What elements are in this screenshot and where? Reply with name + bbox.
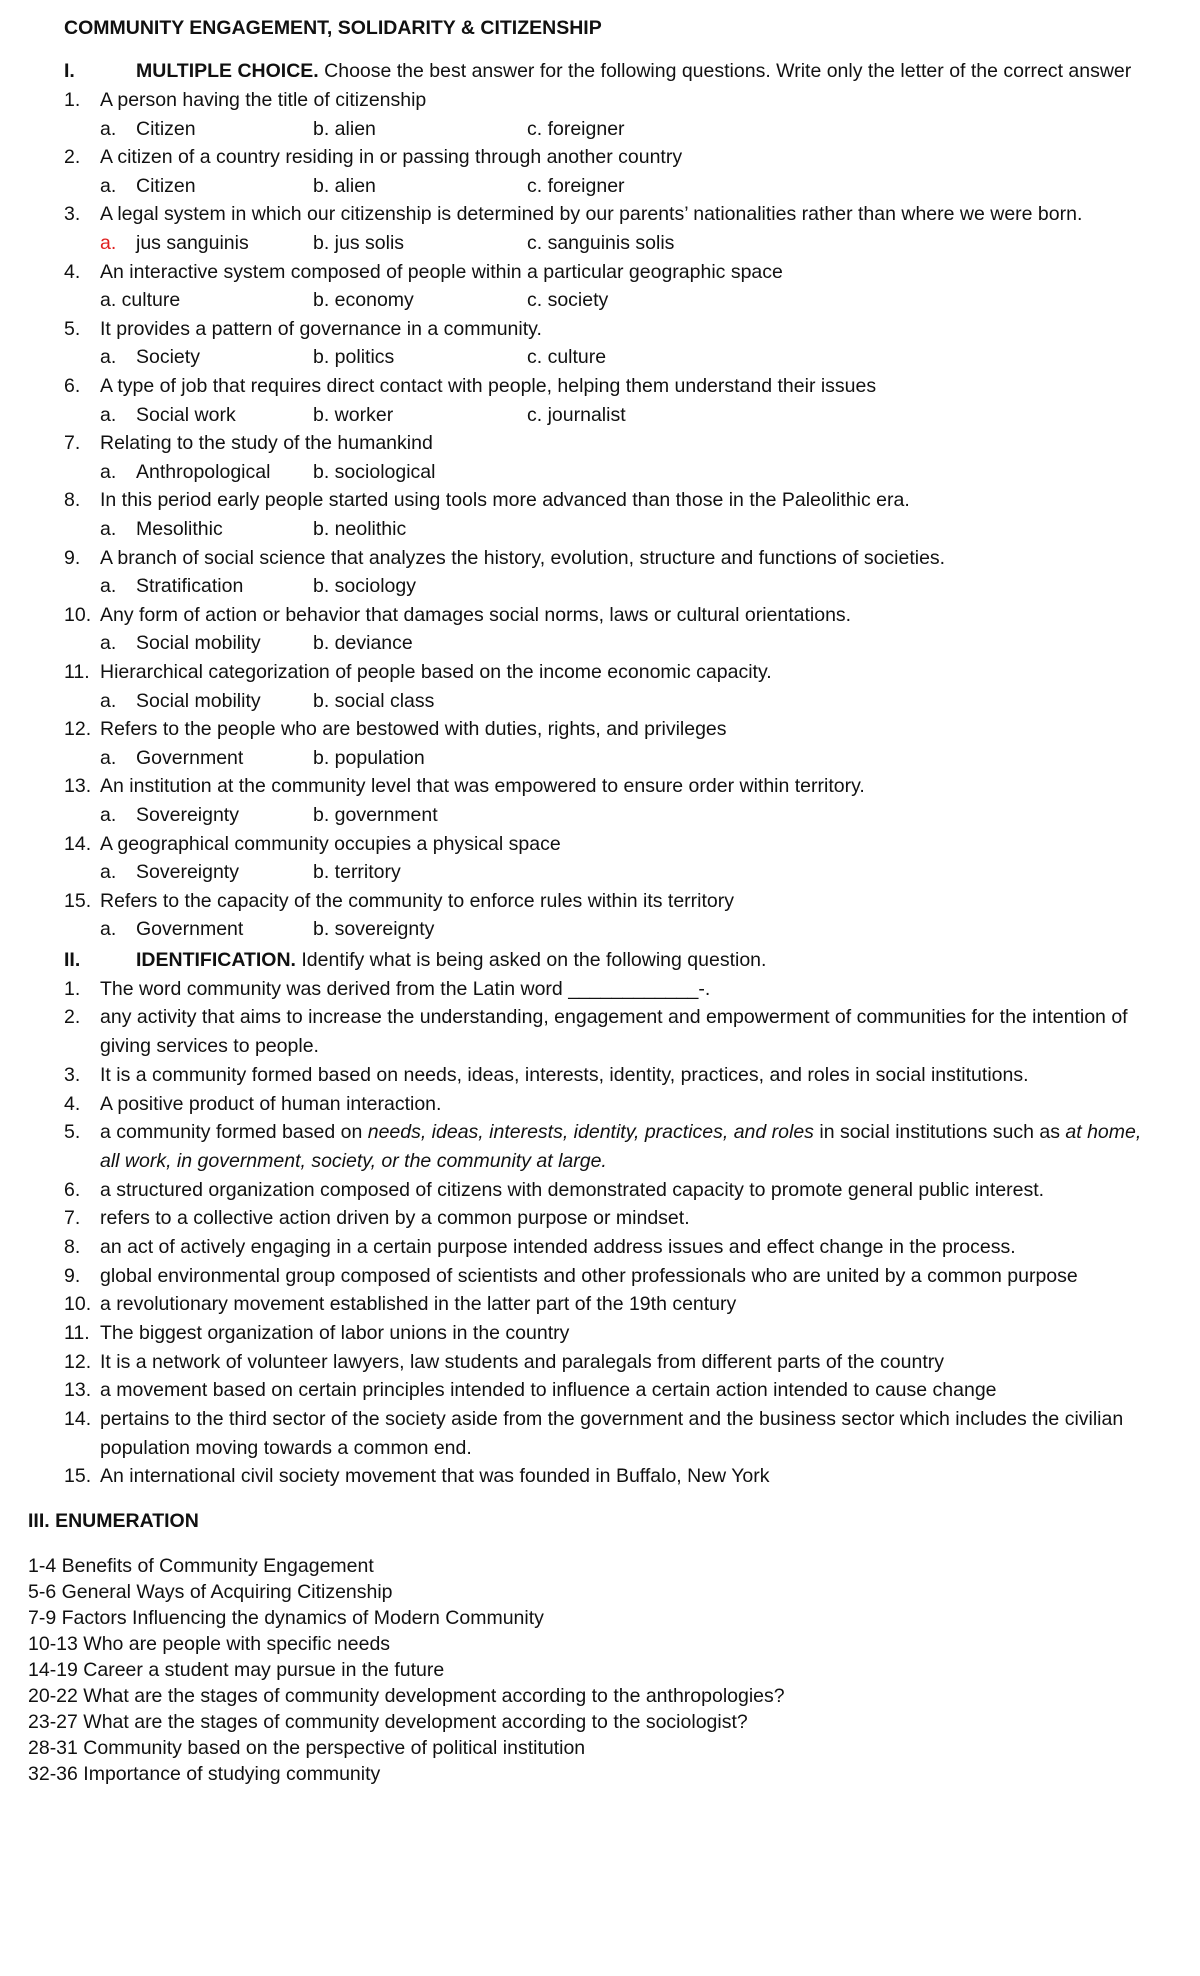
section-2-instruction: Identify what is being asked on the following question. bbox=[295, 949, 767, 971]
mc-question-text: Hierarchical categorization of people based on the income economic capacity. bbox=[100, 661, 772, 683]
mc-question-text: A legal system in which our citizenship is determined by our parents’ nationalities rather than where we were born. bbox=[100, 203, 1083, 226]
mc-question-text: Refers to the people who are bestowed with duties, rights, and privileges bbox=[100, 718, 727, 741]
option-a: a. Citizen bbox=[100, 117, 196, 140]
option-c: c. journalist bbox=[527, 403, 626, 426]
option-a: a. Citizen bbox=[100, 174, 196, 197]
option-b: b. government bbox=[313, 804, 438, 826]
option-b: b. sociology bbox=[313, 575, 416, 598]
option-b: b. population bbox=[313, 746, 425, 769]
mc-question-number: 9. bbox=[64, 546, 81, 569]
mc-question-number: 14. bbox=[64, 832, 92, 855]
option-a: a. Society bbox=[100, 346, 200, 369]
option-a: a. Government bbox=[100, 918, 244, 941]
mc-question-number: 15. bbox=[64, 889, 92, 912]
option-b: b. jus solis bbox=[313, 232, 405, 254]
option-b: b. deviance bbox=[313, 632, 413, 655]
option-c: c. culture bbox=[527, 346, 607, 369]
section-1-title: MULTIPLE CHOICE. bbox=[136, 60, 319, 82]
mc-question-number: 13. bbox=[64, 775, 92, 798]
mc-question-text: A person having the title of citizenship bbox=[100, 89, 427, 111]
mc-question-text: In this period early people started using tools more advanced than those in the Paleolithic era. bbox=[100, 489, 910, 512]
mc-question-number: 8. bbox=[64, 489, 81, 512]
option-b: b. alien bbox=[313, 117, 376, 140]
option-c: c. foreigner bbox=[527, 174, 625, 197]
option-a: a. Social mobility bbox=[100, 689, 261, 712]
option-b: b. economy bbox=[313, 289, 414, 312]
option-b: b. worker bbox=[313, 403, 394, 426]
option-b: b. neolithic bbox=[313, 518, 407, 540]
section-1-numeral: I. bbox=[64, 60, 75, 82]
option-b: b. territory bbox=[313, 861, 401, 884]
option-c: c. sanguinis solis bbox=[527, 232, 675, 254]
mc-question-text: Any form of action or behavior that damages social norms, laws or cultural orientations. bbox=[100, 603, 852, 626]
option-c: c. society bbox=[527, 289, 609, 312]
mc-question-text: A branch of social science that analyzes the history, evolution, structure and functions of societies. bbox=[100, 546, 946, 569]
option-b: b. politics bbox=[313, 346, 395, 369]
option-a: a. jus sanguinis bbox=[100, 232, 249, 254]
section-2-numeral: II. bbox=[64, 949, 81, 971]
mc-question-text: An interactive system composed of people within a particular geographic space bbox=[100, 260, 783, 283]
document-title: COMMUNITY ENGAGEMENT, SOLIDARITY & CITIZENSHIP bbox=[64, 17, 602, 39]
mc-question-text: A type of job that requires direct contact with people, helping them understand their issues bbox=[100, 375, 877, 397]
option-b: b. alien bbox=[313, 174, 376, 197]
option-c: c. foreigner bbox=[527, 117, 625, 140]
option-a: a. Sovereignty bbox=[100, 861, 239, 884]
mc-question-number: 11. bbox=[64, 661, 90, 683]
mc-question-text: A citizen of a country residing in or passing through another country bbox=[100, 146, 683, 169]
mc-question-number: 12. bbox=[64, 718, 92, 741]
mc-question-text: A geographical community occupies a physical space bbox=[100, 832, 561, 855]
mc-question-number: 7. bbox=[64, 432, 81, 455]
option-a: a. Social mobility bbox=[100, 632, 261, 655]
mc-question-number: 5. bbox=[64, 317, 81, 340]
option-b: b. sociological bbox=[313, 460, 436, 483]
mc-question-text: Refers to the capacity of the community to enforce rules within its territory bbox=[100, 889, 735, 912]
option-a: a. Sovereignty bbox=[100, 804, 239, 826]
option-a: a. Government bbox=[100, 746, 244, 769]
mc-question-number: 10. bbox=[64, 603, 92, 626]
option-a: a. Mesolithic bbox=[100, 518, 223, 540]
mc-question-number: 3. bbox=[64, 203, 81, 226]
mc-question-text: Relating to the study of the humankind bbox=[100, 432, 433, 455]
option-a: a. Social work bbox=[100, 403, 236, 426]
option-a: a. culture bbox=[100, 289, 181, 312]
mc-question-number: 2. bbox=[64, 146, 81, 169]
mc-question-number: 6. bbox=[64, 375, 81, 397]
option-b: b. social class bbox=[313, 689, 435, 712]
section-1-instruction: Choose the best answer for the following questions. Write only the letter of the correct answer bbox=[318, 60, 1132, 82]
option-a: a. Stratification bbox=[100, 575, 244, 598]
mc-question-number: 4. bbox=[64, 260, 81, 283]
mc-question-text: It provides a pattern of governance in a community. bbox=[100, 317, 542, 340]
mc-question-text: An institution at the community level that was empowered to ensure order within territory. bbox=[100, 775, 865, 798]
mc-question-number: 1. bbox=[64, 89, 81, 111]
option-a: a. Anthropological bbox=[100, 460, 271, 483]
option-b: b. sovereignty bbox=[313, 918, 435, 941]
section-2-title: IDENTIFICATION. bbox=[136, 949, 296, 971]
